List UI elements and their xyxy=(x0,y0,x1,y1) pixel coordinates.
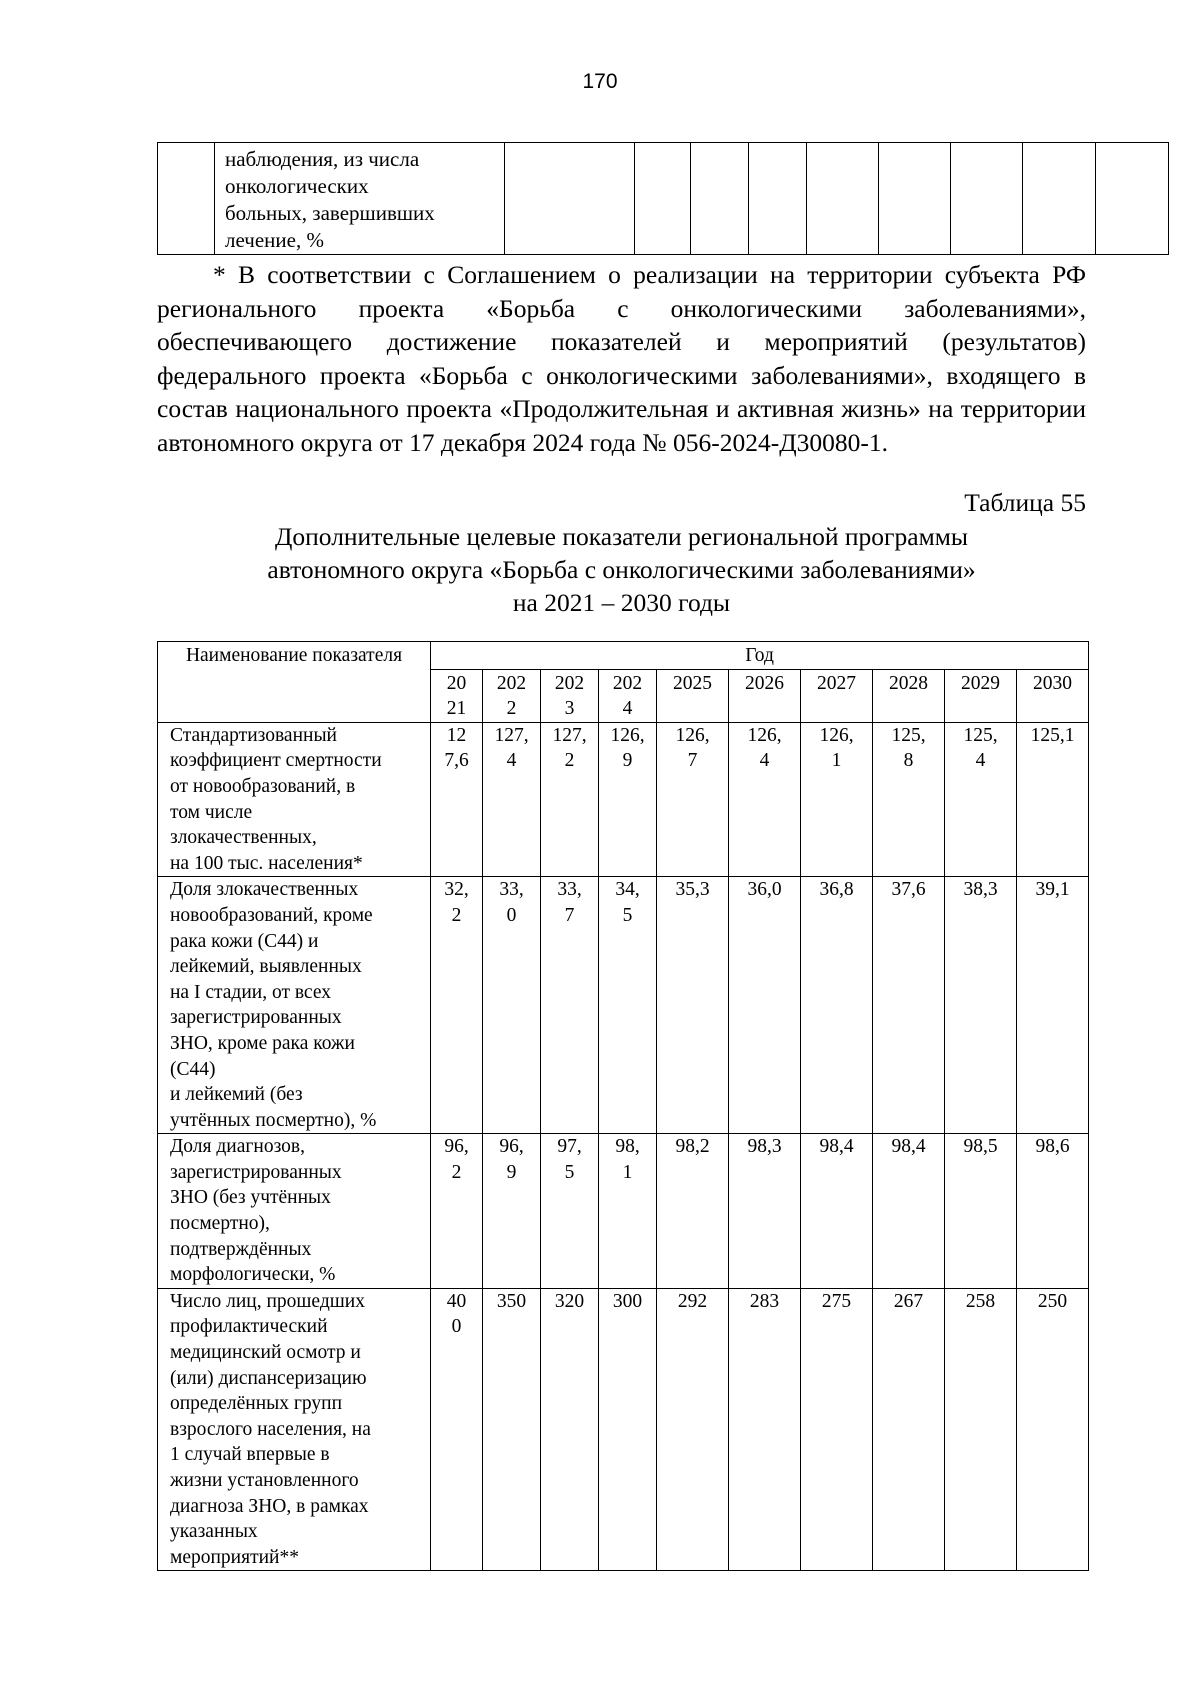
name-line: больных, завершивших xyxy=(225,201,435,225)
value-cell: 34,5 xyxy=(599,877,657,1134)
empty-cell xyxy=(1023,143,1096,255)
header-year-cell: Год xyxy=(431,642,1089,670)
value-cell: 126,7 xyxy=(657,722,729,877)
value-cell: 33,7 xyxy=(541,877,599,1134)
name-line: посмертно), xyxy=(170,1213,270,1235)
continuation-table xyxy=(157,142,1169,255)
value-cell: 96,9 xyxy=(483,1134,541,1289)
value-cell: 38,3 xyxy=(945,877,1017,1134)
value-cell: 283 xyxy=(729,1288,801,1571)
indicators-table xyxy=(157,641,1089,1571)
name-line: лейкемий, выявленных xyxy=(170,956,362,978)
value-cell: 300 xyxy=(599,1288,657,1571)
continuation-row xyxy=(158,143,1169,255)
value-cell: 292 xyxy=(657,1288,729,1571)
year-header: 2025 xyxy=(657,669,729,722)
value-cell: 125,1 xyxy=(1017,722,1089,877)
value-cell: 320 xyxy=(541,1288,599,1571)
table-row xyxy=(158,877,1089,1134)
year-header: 2021 xyxy=(431,669,483,722)
empty-cell xyxy=(691,143,749,255)
value-cell: 126,1 xyxy=(801,722,873,877)
indicator-name-cell xyxy=(158,1288,431,1571)
value-cell: 39,1 xyxy=(1017,877,1089,1134)
name-line: Доля злокачественных xyxy=(170,879,359,901)
indicator-name-cell xyxy=(158,722,431,877)
name-line: морфологически, % xyxy=(170,1264,336,1286)
name-line: (С44) xyxy=(170,1058,216,1080)
value-cell: 33,0 xyxy=(483,877,541,1134)
value-cell: 98,1 xyxy=(599,1134,657,1289)
empty-cell xyxy=(951,143,1023,255)
name-line: от новообразований, в xyxy=(170,775,356,797)
name-line: профилактический xyxy=(170,1316,328,1338)
name-line: том числе xyxy=(170,801,253,823)
continuation-number-cell xyxy=(158,143,215,255)
value-cell: 127,4 xyxy=(483,722,541,877)
value-cell: 96,2 xyxy=(431,1134,483,1289)
year-header: 2028 xyxy=(873,669,945,722)
name-line: мероприятий** xyxy=(170,1546,299,1568)
footnote: * В соответствии с Соглашением о реализации на территории субъекта РФ регионального проекта «Борьба с онкологическими заболеваниями», обеспечивающего достижение показателей и мероприятий (результатов) федерального проекта «Борьба с онкологическими заболеваниями», входящего в состав национального проекта «Продолжительная и активная жизнь» на территории автономного округа от 17 декабря 2024 года № 056-2024-Д30080-1. xyxy=(157,260,1086,457)
name-line: зарегистрированных xyxy=(170,1161,342,1183)
name-line: зарегистрированных xyxy=(170,1007,342,1029)
indicator-name-cell xyxy=(158,877,431,1134)
empty-cell xyxy=(1096,143,1169,255)
value-cell: 98,2 xyxy=(657,1134,729,1289)
continuation-name-cell xyxy=(215,143,505,255)
table-title xyxy=(157,520,1086,619)
value-cell: 258 xyxy=(945,1288,1017,1571)
table-row xyxy=(158,1288,1089,1571)
name-line: злокачественных, xyxy=(170,827,317,849)
year-header: 2026 xyxy=(729,669,801,722)
value-cell: 32,2 xyxy=(431,877,483,1134)
name-line: на I стадии, от всех xyxy=(170,981,331,1003)
value-cell: 400 xyxy=(431,1288,483,1571)
value-cell: 127,6 xyxy=(431,722,483,877)
value-cell: 98,5 xyxy=(945,1134,1017,1289)
name-line: учтённых посмертно), % xyxy=(170,1109,377,1131)
page-number: 170 xyxy=(582,70,618,93)
value-cell: 250 xyxy=(1017,1288,1089,1571)
value-cell: 98,6 xyxy=(1017,1134,1089,1289)
table-title-line: автономного округа «Борьба с онкологическими заболеваниями» xyxy=(267,555,976,584)
name-line: подтверждённых xyxy=(170,1238,312,1260)
value-cell: 350 xyxy=(483,1288,541,1571)
name-line: Число лиц, прошедших xyxy=(170,1290,365,1312)
name-line: диагноза ЗНО, в рамках xyxy=(170,1495,369,1517)
name-line: коэффициент смертности xyxy=(170,750,382,772)
value-cell: 267 xyxy=(873,1288,945,1571)
value-cell: 127,2 xyxy=(541,722,599,877)
name-line: и лейкемий (без xyxy=(170,1084,303,1106)
value-cell: 98,3 xyxy=(729,1134,801,1289)
table-row xyxy=(158,1134,1089,1289)
name-line: Доля диагнозов, xyxy=(170,1136,305,1158)
name-line: ЗНО (без учтённых xyxy=(170,1187,331,1209)
header-row xyxy=(158,642,1089,670)
value-cell: 126,4 xyxy=(729,722,801,877)
value-cell: 125,4 xyxy=(945,722,1017,877)
name-line: жизни установленного xyxy=(170,1470,359,1491)
table-title-line: Дополнительные целевые показатели региональной программы xyxy=(274,522,968,551)
value-cell: 37,6 xyxy=(873,877,945,1134)
name-line: на 100 тыс. населения* xyxy=(170,852,363,874)
name-line: 1 случай впервые в xyxy=(170,1444,330,1466)
name-line: Стандартизованный xyxy=(170,724,337,746)
name-line: онкологических xyxy=(225,174,369,198)
value-cell: 36,8 xyxy=(801,877,873,1134)
name-line: взрослого населения, на xyxy=(170,1418,371,1440)
empty-cell xyxy=(505,143,635,255)
name-line: рака кожи (С44) и xyxy=(170,930,319,952)
value-cell: 275 xyxy=(801,1288,873,1571)
empty-cell xyxy=(749,143,807,255)
value-cell: 35,3 xyxy=(657,877,729,1134)
table-title-line: на 2021 – 2030 годы xyxy=(512,588,731,617)
empty-cell xyxy=(635,143,691,255)
year-header: 2024 xyxy=(599,669,657,722)
table-row xyxy=(158,722,1089,877)
indicator-name-cell xyxy=(158,1134,431,1289)
name-line: новообразований, кроме xyxy=(170,904,373,926)
name-line: (или) диспансеризацию xyxy=(170,1367,367,1389)
name-line: наблюдения, из числа xyxy=(225,147,420,171)
name-line: медицинский осмотр и xyxy=(170,1342,361,1364)
name-line: ЗНО, кроме рака кожи xyxy=(170,1032,355,1054)
value-cell: 125,8 xyxy=(873,722,945,877)
empty-cell xyxy=(879,143,951,255)
table-label: Таблица 55 xyxy=(964,488,1086,517)
name-line: указанных xyxy=(170,1521,258,1543)
year-header: 2029 xyxy=(945,669,1017,722)
year-header: 2023 xyxy=(541,669,599,722)
year-header: 2030 xyxy=(1017,669,1089,722)
value-cell: 97,5 xyxy=(541,1134,599,1289)
name-line: определённых групп xyxy=(170,1393,343,1415)
value-cell: 36,0 xyxy=(729,877,801,1134)
year-header: 2027 xyxy=(801,669,873,722)
year-header: 2022 xyxy=(483,669,541,722)
empty-cell xyxy=(807,143,879,255)
name-line: лечение, % xyxy=(225,228,324,252)
value-cell: 126,9 xyxy=(599,722,657,877)
value-cell: 98,4 xyxy=(801,1134,873,1289)
value-cell: 98,4 xyxy=(873,1134,945,1289)
header-name-cell: Наименование показателя xyxy=(158,642,431,723)
